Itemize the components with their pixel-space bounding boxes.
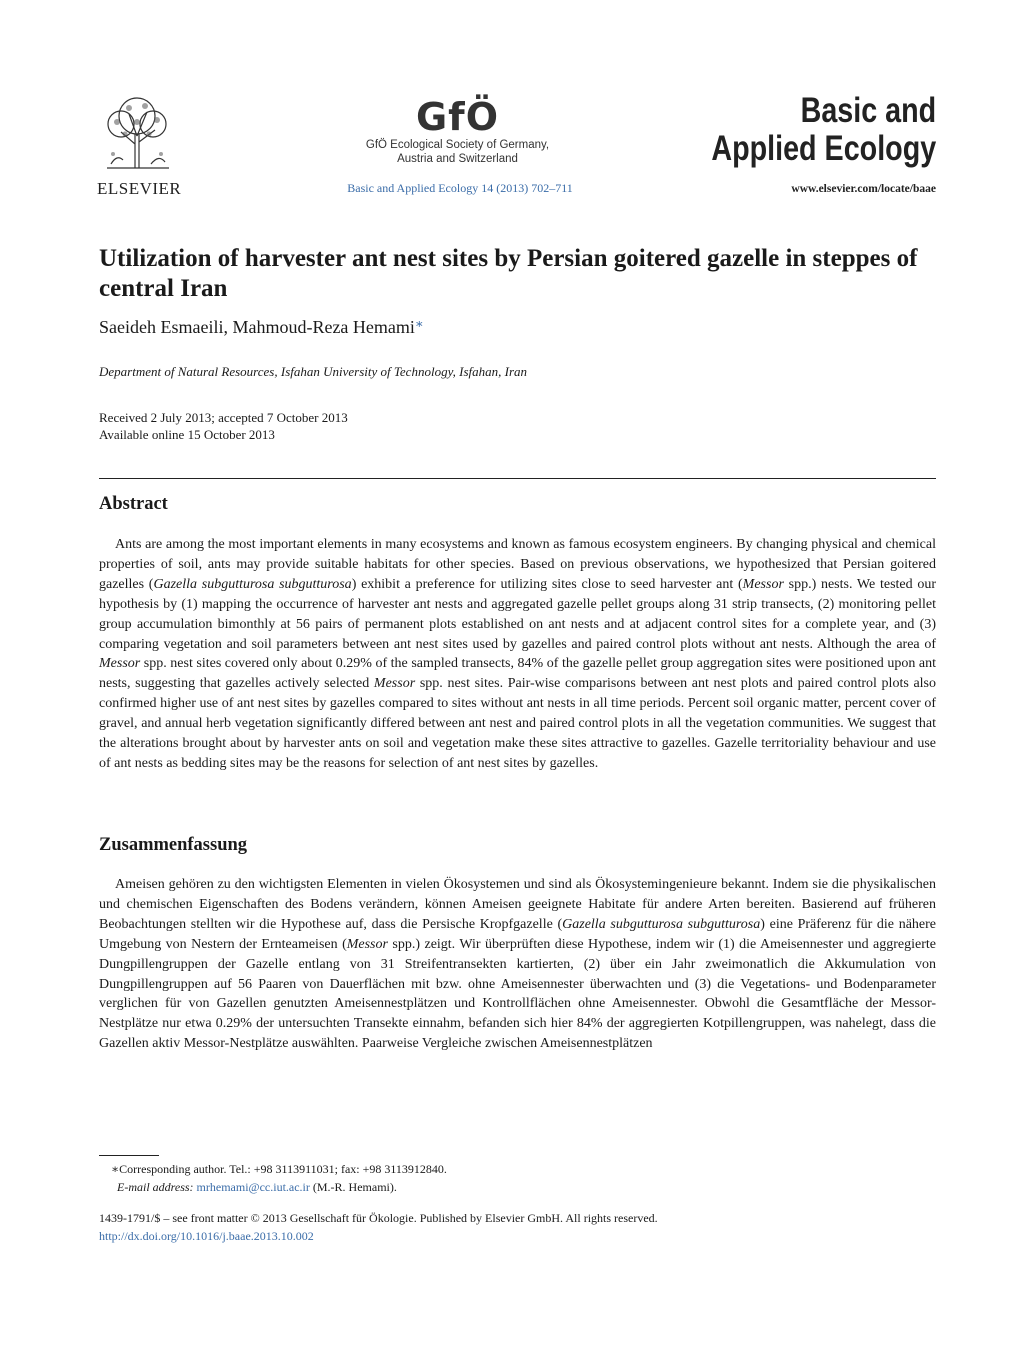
article-history (99, 409, 348, 443)
society-name-line2: Austria and Switzerland (397, 153, 518, 165)
email-note (117, 1178, 397, 1196)
author-list (99, 316, 424, 338)
email-suffix: (M.-R. Hemami). (309, 1180, 397, 1194)
species-name: Gazella subgutturosa subgutturosa (562, 916, 761, 932)
zusammenfassung-text-part: Ameisen gehören zu den wichtigsten Elementen in vielen Ökosystemen und sind als Ökosystemingenieure bekannt. Indem sie die physikalischen und chemischen Eigenschaften des Bodens verändern, können Ameisen geeignete Habitate für andere Arten bereiten. Basierend auf früheren Beobachtungen stellten wir die Hypothese auf, dass die Persische Kropfgazelle ( (99, 877, 936, 932)
society-name-line1: GfÖ Ecological Society of Germany, (365, 139, 550, 151)
affiliation: Department of Natural Resources, Isfahan University of Technology, Isfahan, Iran (99, 364, 528, 379)
genus-name: Messor (373, 676, 416, 692)
zusammenfassung-text-part: spp.) zeigt. Wir überprüften diese Hypothese, indem wir (1) die Ameisennester und aggregierte Dungpillengruppen der Gazelle entlang von 31 Streifentransekten kartierten, (2) über ein Jahr zweimonatlich die Akkumulation von Dungpillengruppen auf 56 Paaren von Dauerflächen mit bzw. ohne Ameisennester überwachten und (3) die Vegetations- und Bodenparameter verglichen für von Gazellen genutzten Ameisennestplätzen und Kontrollflächen ohne Ameisennester. Obwohl die Gesamtfläche der Messor-Nestplätze nur etwa 0.29% der untersuchten Transekte einnahm, befanden sich hier 84% der aggregierten Kotpillengruppen, was nahelegt, dass die Gazellen aktiv Messor-Nestplätze auswählten. Paarweise Vergleiche zwischen Ameisennestplätzen (99, 936, 936, 1052)
journal-title (711, 92, 936, 168)
elsevier-tree-icon (99, 94, 175, 170)
journal-title-line1: Basic and (800, 91, 936, 130)
abstract-text-part: spp.) nests. We tested our hypothesis by (1) mapping the occurrence of harvester ant nests and aggregated gazelle pellet groups along 31 strip transects, (2) monitoring pellet group accumulation bimonthly at 56 pairs of permanent plots established on ant nests and at adjacent control sites for a complete year, and (3) comparing vegetation and soil parameters between ant nest sites used by gazelles and paired control plots without ant nests. Although the area of (99, 576, 937, 652)
abstract-text-part: spp. nest sites covered only about 0.29% of the sampled transects, 84% of the gazelle pellet group aggregation sites were positioned upon ant nests, suggesting that gazelles actively selected (99, 656, 936, 692)
authors-text: Saeideh Esmaeili, Mahmoud-Reza Hemami (99, 317, 415, 337)
society-logo (360, 96, 555, 166)
zusammenfassung-text-part: ) eine Präferenz für die nähere Umgebung von Nestern der Ernteameisen ( (99, 916, 936, 952)
species-name: Gazella subgutturosa subgutturosa (153, 576, 352, 592)
corresponding-author-note: ∗Corresponding author. Tel.: +98 3113911031; fax: +98 3113912840. (111, 1162, 447, 1176)
email-label: E-mail address: (117, 1180, 194, 1194)
corresponding-author-link[interactable]: ∗ (414, 316, 424, 331)
abstract-text (99, 535, 936, 774)
abstract-text-part: Ants are among the most important elements in many ecosystems and known as famous ecosystem engineers. By changing physical and chemical properties of soil, ants may provide suitable habitats for other species. Based on previous observations, we hypothesized that Persian goitered gazelles ( (99, 537, 936, 592)
copyright-line: 1439-1791/$ – see front matter © 2013 Gesellschaft für Ökologie. Published by Elsevier GmbH. All rights reserved. (99, 1211, 658, 1225)
journal-citation-link[interactable]: Basic and Applied Ecology 14 (2013) 702–711 (347, 181, 573, 195)
received-date: Received 2 July 2013; accepted 7 October 2013 (99, 410, 348, 425)
genus-name: Messor (346, 936, 388, 952)
zusammenfassung-text (99, 875, 936, 1054)
journal-title-line2: Applied Ecology (711, 129, 936, 168)
doi-link[interactable]: http://dx.doi.org/10.1016/j.baae.2013.10.002 (99, 1229, 314, 1243)
genus-name: Messor (742, 576, 784, 592)
elsevier-logo[interactable] (97, 94, 189, 199)
publisher-name: ELSEVIER (97, 179, 182, 198)
divider (99, 478, 936, 479)
abstract-text-part: spp. nest sites. Pair-wise comparisons between ant nest plots and paired control plots also confirmed higher use of ant nest sites by gazelles compared to sites without ant nests in all time periods. Percent soil organic matter, percent cover of gravel, and annual herb vegetation significantly differed between ant nest and paired control plots in all the vegetation communities. We suggest that the alterations brought about by harvester ants on soil and vegetation make these sites attractive to gazelles. Gazelle territoriality behaviour and use of ant nests as bedding sites may be the reasons for selection of ant nest sites by gazelles. (99, 676, 937, 771)
email-link[interactable]: mrhemami@cc.iut.ac.ir (196, 1180, 310, 1194)
article-title: Utilization of harvester ant nest sites by Persian goitered gazelle in steppes of central Iran (99, 245, 918, 302)
footnote-divider (99, 1155, 159, 1156)
genus-name: Messor (99, 656, 141, 672)
abstract-text-part: ) exhibit a preference for utilizing sites close to seed harvester ant ( (351, 576, 743, 592)
zusammenfassung-heading: Zusammenfassung (99, 835, 248, 855)
gfo-wordmark: GfÖ (415, 95, 500, 139)
journal-url[interactable]: www.elsevier.com/locate/baae (791, 183, 936, 195)
available-online-date: Available online 15 October 2013 (99, 427, 275, 442)
abstract-heading: Abstract (99, 494, 168, 514)
